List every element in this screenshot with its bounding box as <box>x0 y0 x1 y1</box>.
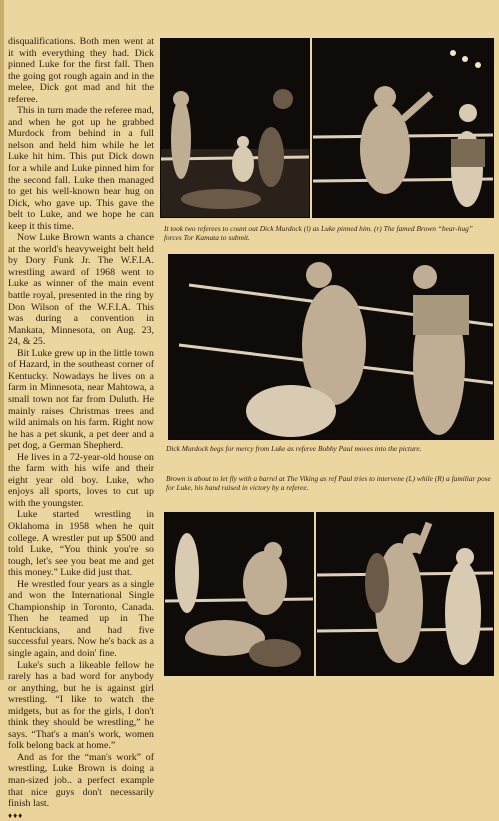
photo-bottom-left <box>164 512 314 676</box>
article-paragraph: Luke started wrestling in Oklahoma in 1958 when he quit college. A wrestler put up $500 and told Luke, “You think you're so tough, let's see you beat me and get this money.” Luke did just that. <box>8 509 154 579</box>
article-paragraph: And as for the “man's work” of wrestling, Luke Brown is doing a man-sized job.. a perfect example that nice guys don't necessarily finish last. <box>8 751 154 810</box>
article-text-column <box>8 36 154 820</box>
article-paragraph: He lives in a 72-year-old house on the farm with his wife and their eight year old boy. Luke, who enjoys all sports, loves to cut up with the youngster. <box>8 451 154 509</box>
photo-bottom-right-image <box>317 513 493 675</box>
photo-middle-image <box>169 255 493 439</box>
article-paragraph: Luke's such a likeable fellow he rarely has a bad word for anybody or anything, but he is against girl wrestling. “I like to watch the midgets, but as for the girls, I don't think they should be wrestling,” he says. “That's a man's work, women folk belong back at home.” <box>8 659 154 752</box>
caption-middle: Dick Murdock begs for mercy from Luke as referee Bobby Paul moves into the picture. <box>166 444 422 453</box>
photo-top-left-image <box>161 39 309 217</box>
photo-bottom-right <box>316 512 494 676</box>
article-paragraph: This in turn made the referee mad, and when he got up he grabbed Murdock from behind in a full nelson and held him while he let Luke hit him. This put Dick down for a while and Luke pinned him for the second fall. Luke then managed to get his well-known bear hug on Dick, who gave up. This gave the belt to Luke, and we hope he can keep it this time. <box>8 105 154 232</box>
article-paragraph: disqualifications. Both men went at it with everything they had. Dick pinned Luke for the first fall. Then the going got rough again and in the melee, Dick got mad and hit the referee. <box>8 36 154 105</box>
photo-bottom-left-image <box>165 513 313 675</box>
article-end-mark: ♦♦♦ <box>8 810 24 820</box>
article-paragraph: Now Luke Brown wants a chance at the world's heavyweight belt held by Dory Funk Jr. The W.F.I.A. wrestling award of 1968 went to Luke as winner of the main event battle royal, presented in the ring by Don Wilson of the W.F.I.A. This was during a convention in Mankata, Minnesota, on Aug. 23, 24, & 25. <box>8 232 154 348</box>
article-paragraph: He wrestled four years as a single and won the International Single Championship in Toronto, Canada. Then he teamed up in The Kentuckians, and had five successful years. Now he's back as a single again, and doin' fine. <box>8 578 154 659</box>
page-spine <box>0 0 4 680</box>
photo-top-left <box>160 38 310 218</box>
caption-bottom: Brown is about to let fly with a barrel at The Viking as ref Paul tries to intervene (L) while (R) a familiar pose for Luke, his hand raised in victory by a referee. <box>166 474 491 492</box>
photo-middle <box>168 254 494 440</box>
photo-top-right <box>312 38 494 218</box>
caption-top: It took two referees to count out Dick Murdock (l) as Luke pinned him. (r) The famed Brown “bear-hug” forces Tor Kamata to submit. <box>164 224 473 242</box>
article-paragraph: Bit Luke grew up in the little town of Hazard, in the southeast corner of Kentucky. Nowadays he lives on a farm in Minnesota, near Mahtowa, a small town not far from Duluth. He mainly raises Christmas trees and wild animals on his farm. Right now he has a pet skunk, a pet deer and a pet dog, a German Shepherd. <box>8 347 154 452</box>
photo-top-right-image <box>313 39 493 217</box>
